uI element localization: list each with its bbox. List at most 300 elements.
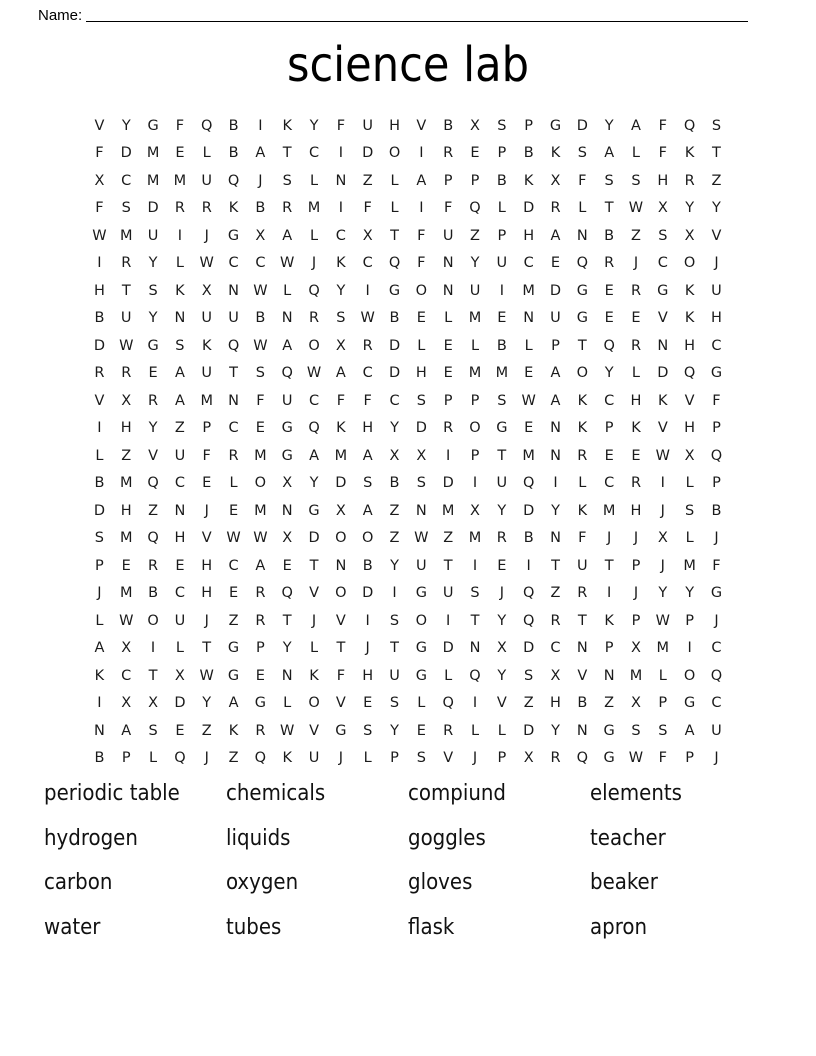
grid-letter[interactable]: L [283, 282, 292, 299]
grid-letter[interactable]: P [497, 227, 507, 244]
grid-letter[interactable]: C [174, 475, 185, 492]
grid-letter[interactable]: N [174, 502, 186, 519]
grid-letter[interactable]: I [687, 640, 692, 657]
grid-letter[interactable]: S [363, 475, 373, 492]
grid-letter[interactable]: L [470, 722, 480, 739]
grid-letter[interactable]: S [497, 392, 507, 409]
grid-letter[interactable]: L [497, 200, 506, 217]
grid-letter[interactable]: S [604, 172, 614, 189]
grid-letter[interactable]: L [524, 337, 533, 354]
grid-letter[interactable]: B [523, 145, 534, 162]
grid-letter[interactable]: B [711, 502, 722, 519]
grid-letter[interactable]: S [255, 365, 265, 382]
grid-letter[interactable]: O [415, 612, 428, 629]
grid-letter[interactable]: Z [201, 722, 212, 739]
grid-letter[interactable]: L [363, 750, 372, 767]
grid-letter[interactable]: M [602, 502, 616, 519]
grid-letter[interactable]: E [604, 447, 614, 464]
grid-letter[interactable]: Q [576, 750, 589, 767]
grid-letter[interactable]: D [93, 502, 105, 519]
grid-letter[interactable]: G [227, 227, 240, 244]
grid-letter[interactable]: O [388, 145, 401, 162]
grid-letter[interactable]: R [577, 447, 588, 464]
grid-letter[interactable]: S [416, 392, 426, 409]
grid-letter[interactable]: M [119, 475, 133, 492]
grid-letter[interactable]: H [362, 667, 374, 684]
grid-letter[interactable]: R [604, 255, 615, 272]
grid-letter[interactable]: X [631, 640, 641, 657]
grid-letter[interactable]: O [335, 585, 347, 602]
grid-letter[interactable]: J [258, 172, 263, 189]
grid-letter[interactable]: Y [309, 475, 319, 492]
grid-letter[interactable]: J [311, 255, 317, 272]
grid-letter[interactable]: Q [710, 447, 723, 464]
grid-letter[interactable]: E [255, 420, 265, 437]
grid-letter[interactable]: Z [604, 695, 615, 712]
grid-letter[interactable]: S [711, 117, 722, 134]
grid-letter[interactable]: B [496, 172, 507, 189]
grid-letter[interactable]: F [578, 172, 587, 189]
grid-letter[interactable]: K [684, 310, 695, 327]
grid-letter[interactable]: G [415, 585, 427, 602]
grid-letter[interactable]: T [551, 557, 560, 574]
word-list-item[interactable]: liquids [226, 825, 291, 851]
grid-letter[interactable]: H [415, 365, 427, 382]
grid-letter[interactable]: F [95, 145, 104, 162]
grid-letter[interactable]: R [684, 172, 695, 189]
grid-letter[interactable]: D [388, 365, 401, 382]
grid-letter[interactable]: E [470, 145, 480, 162]
grid-letter[interactable]: V [657, 420, 668, 437]
grid-letter[interactable]: A [228, 695, 239, 712]
grid-letter[interactable]: E [175, 557, 185, 574]
grid-letter[interactable]: T [577, 337, 587, 354]
grid-letter[interactable]: P [685, 750, 694, 767]
grid-letter[interactable]: Z [470, 227, 480, 244]
grid-letter[interactable]: K [309, 667, 319, 684]
grid-letter[interactable]: E [631, 447, 641, 464]
grid-letter[interactable]: B [362, 557, 373, 574]
grid-letter[interactable]: E [550, 255, 561, 272]
grid-letter[interactable]: U [577, 557, 588, 574]
grid-letter[interactable]: E [443, 337, 453, 354]
grid-letter[interactable]: B [148, 585, 159, 602]
grid-letter[interactable]: R [148, 392, 159, 409]
grid-letter[interactable]: Q [201, 117, 213, 134]
grid-letter[interactable]: W [655, 447, 670, 464]
grid-letter[interactable]: B [523, 530, 534, 547]
grid-letter[interactable]: O [254, 475, 267, 492]
grid-letter[interactable]: C [228, 420, 239, 437]
grid-letter[interactable]: E [175, 145, 185, 162]
grid-letter[interactable]: E [443, 365, 453, 382]
grid-letter[interactable]: Z [389, 530, 400, 547]
grid-letter[interactable]: B [228, 117, 239, 134]
grid-letter[interactable]: M [146, 172, 160, 189]
grid-letter[interactable]: W [253, 337, 268, 354]
grid-letter[interactable]: O [335, 530, 347, 547]
grid-letter[interactable]: V [496, 695, 507, 712]
grid-letter[interactable]: E [416, 722, 426, 739]
grid-letter[interactable]: N [576, 227, 588, 244]
grid-letter[interactable]: D [174, 695, 186, 712]
grid-letter[interactable]: C [657, 255, 668, 272]
grid-letter[interactable]: S [631, 722, 641, 739]
grid-letter[interactable]: K [336, 420, 346, 437]
grid-letter[interactable]: I [177, 227, 183, 244]
grid-letter[interactable]: D [549, 282, 562, 299]
grid-letter[interactable]: K [201, 337, 212, 354]
grid-letter[interactable]: U [201, 310, 213, 327]
grid-letter[interactable]: Q [174, 750, 186, 767]
grid-letter[interactable]: Q [522, 475, 535, 492]
grid-letter[interactable]: M [468, 310, 482, 327]
grid-letter[interactable]: D [415, 420, 427, 437]
grid-letter[interactable]: P [631, 612, 641, 629]
grid-letter[interactable]: Y [470, 255, 480, 272]
grid-letter[interactable]: X [684, 447, 695, 464]
grid-letter[interactable]: A [174, 365, 185, 382]
grid-letter[interactable]: I [607, 585, 612, 602]
grid-letter[interactable]: G [603, 722, 615, 739]
grid-letter[interactable]: B [255, 200, 266, 217]
grid-letter[interactable]: E [148, 365, 158, 382]
grid-letter[interactable]: X [684, 227, 695, 244]
grid-letter[interactable]: R [255, 585, 266, 602]
grid-letter[interactable]: E [363, 695, 373, 712]
grid-letter[interactable]: S [389, 612, 400, 629]
grid-letter[interactable]: K [282, 117, 292, 134]
grid-letter[interactable]: D [362, 585, 374, 602]
grid-letter[interactable]: K [228, 722, 239, 739]
grid-letter[interactable]: X [121, 640, 132, 657]
grid-letter[interactable]: N [603, 667, 615, 684]
grid-letter[interactable]: J [633, 585, 639, 602]
grid-letter[interactable]: H [120, 420, 132, 437]
word-search-grid[interactable] [86, 112, 730, 772]
grid-letter[interactable]: C [389, 392, 400, 409]
grid-letter[interactable]: Y [685, 585, 695, 602]
grid-letter[interactable]: U [228, 310, 239, 327]
grid-letter[interactable]: M [441, 502, 455, 519]
grid-letter[interactable]: L [309, 227, 319, 244]
grid-letter[interactable]: Y [202, 695, 212, 712]
grid-letter[interactable]: V [335, 612, 346, 629]
grid-letter[interactable]: L [417, 695, 426, 712]
grid-letter[interactable]: U [550, 310, 561, 327]
grid-letter[interactable]: J [472, 750, 478, 767]
grid-letter[interactable]: S [577, 145, 587, 162]
grid-letter[interactable]: Y [121, 117, 131, 134]
grid-letter[interactable]: M [200, 392, 213, 409]
grid-letter[interactable]: N [576, 640, 588, 657]
grid-letter[interactable]: H [711, 310, 722, 327]
grid-letter[interactable]: Z [443, 530, 454, 547]
grid-letter[interactable]: F [658, 145, 667, 162]
grid-letter[interactable]: G [415, 667, 427, 684]
grid-letter[interactable]: R [630, 337, 642, 354]
grid-letter[interactable]: D [657, 365, 669, 382]
grid-letter[interactable]: X [335, 502, 346, 519]
grid-letter[interactable]: E [604, 310, 614, 327]
grid-letter[interactable]: G [496, 420, 508, 437]
grid-letter[interactable]: N [469, 640, 481, 657]
grid-letter[interactable]: X [121, 695, 132, 712]
grid-letter[interactable]: W [521, 392, 536, 409]
grid-letter[interactable]: E [202, 475, 212, 492]
grid-letter[interactable]: U [174, 447, 186, 464]
grid-letter[interactable]: I [526, 557, 531, 574]
grid-letter[interactable]: W [414, 530, 429, 547]
grid-letter[interactable]: C [604, 475, 615, 492]
grid-letter[interactable]: D [442, 475, 454, 492]
grid-letter[interactable]: Q [308, 420, 320, 437]
grid-letter[interactable]: N [281, 502, 293, 519]
grid-letter[interactable]: H [684, 337, 696, 354]
grid-letter[interactable]: S [363, 722, 373, 739]
grid-letter[interactable]: Q [683, 365, 696, 382]
grid-letter[interactable]: N [281, 310, 293, 327]
grid-letter[interactable]: C [335, 227, 346, 244]
grid-letter[interactable]: L [390, 200, 399, 217]
grid-letter[interactable]: Y [497, 667, 507, 684]
grid-letter[interactable]: P [497, 145, 507, 162]
grid-letter[interactable]: Y [658, 585, 668, 602]
grid-letter[interactable]: K [684, 282, 695, 299]
grid-letter[interactable]: A [94, 640, 105, 657]
grid-letter[interactable]: H [523, 227, 535, 244]
grid-letter[interactable]: C [711, 695, 722, 712]
grid-letter[interactable]: N [281, 667, 293, 684]
grid-letter[interactable]: G [576, 310, 588, 327]
grid-letter[interactable]: L [390, 172, 399, 189]
grid-letter[interactable]: Q [603, 337, 615, 354]
grid-letter[interactable]: X [121, 392, 132, 409]
grid-letter[interactable]: U [201, 172, 213, 189]
grid-letter[interactable]: A [416, 172, 427, 189]
grid-letter[interactable]: R [94, 365, 105, 382]
grid-letter[interactable]: Y [551, 502, 560, 519]
grid-letter[interactable]: O [683, 255, 696, 272]
grid-letter[interactable]: E [255, 667, 265, 684]
grid-letter[interactable]: Q [254, 750, 267, 767]
grid-letter[interactable]: L [444, 667, 453, 684]
grid-letter[interactable]: Y [551, 722, 560, 739]
word-list-item[interactable]: gloves [408, 870, 473, 895]
grid-letter[interactable]: A [282, 337, 293, 354]
grid-letter[interactable]: J [499, 585, 504, 602]
grid-letter[interactable]: Y [712, 200, 721, 217]
grid-letter[interactable]: G [147, 117, 159, 134]
grid-letter[interactable]: P [470, 172, 480, 189]
grid-letter[interactable]: I [392, 585, 397, 602]
grid-letter[interactable]: D [523, 200, 535, 217]
grid-letter[interactable]: X [362, 227, 373, 244]
grid-letter[interactable]: Y [282, 640, 292, 657]
grid-letter[interactable]: M [683, 557, 696, 574]
grid-letter[interactable]: K [282, 750, 292, 767]
grid-letter[interactable]: L [497, 722, 506, 739]
grid-letter[interactable]: M [522, 447, 535, 464]
grid-letter[interactable]: P [121, 750, 131, 767]
grid-letter[interactable]: Y [685, 200, 695, 217]
grid-letter[interactable]: R [443, 145, 454, 162]
word-list-item[interactable]: goggles [408, 825, 486, 851]
grid-letter[interactable]: G [227, 667, 240, 684]
word-list-item[interactable]: oxygen [226, 870, 299, 895]
grid-letter[interactable]: X [523, 750, 534, 767]
grid-letter[interactable]: Q [442, 695, 454, 712]
grid-letter[interactable]: Q [576, 255, 589, 272]
grid-letter[interactable]: E [524, 365, 534, 382]
grid-letter[interactable]: U [711, 722, 722, 739]
grid-letter[interactable]: M [656, 640, 670, 657]
grid-letter[interactable]: E [631, 310, 641, 327]
grid-letter[interactable]: V [309, 585, 319, 602]
grid-letter[interactable]: E [282, 557, 292, 574]
grid-letter[interactable]: W [199, 667, 214, 684]
grid-letter[interactable]: T [604, 557, 614, 574]
grid-letter[interactable]: H [120, 502, 132, 519]
grid-letter[interactable]: K [684, 145, 695, 162]
grid-letter[interactable]: P [631, 557, 641, 574]
grid-letter[interactable]: F [256, 392, 265, 409]
grid-letter[interactable]: B [94, 750, 105, 767]
grid-letter[interactable]: Q [710, 667, 723, 684]
grid-letter[interactable]: B [255, 310, 266, 327]
grid-letter[interactable]: S [282, 172, 292, 189]
grid-letter[interactable]: V [416, 117, 427, 134]
grid-letter[interactable]: R [550, 200, 561, 217]
grid-letter[interactable]: O [361, 530, 374, 547]
grid-letter[interactable]: R [148, 557, 159, 574]
grid-letter[interactable]: A [255, 145, 266, 162]
grid-letter[interactable]: X [282, 530, 293, 547]
grid-letter[interactable]: P [470, 447, 480, 464]
grid-letter[interactable]: R [443, 722, 454, 739]
grid-letter[interactable]: K [550, 145, 561, 162]
word-list-item[interactable]: apron [590, 914, 647, 940]
word-list-item[interactable]: chemicals [226, 781, 326, 806]
grid-letter[interactable]: J [714, 612, 719, 629]
grid-letter[interactable]: X [550, 172, 561, 189]
grid-letter[interactable]: M [254, 502, 267, 519]
grid-letter[interactable]: M [629, 667, 643, 684]
grid-letter[interactable]: H [201, 585, 213, 602]
grid-letter[interactable]: N [442, 255, 454, 272]
word-list-item[interactable]: tubes [226, 914, 282, 940]
grid-letter[interactable]: W [226, 530, 241, 547]
grid-letter[interactable]: J [311, 612, 317, 629]
grid-letter[interactable]: W [306, 365, 322, 382]
grid-letter[interactable]: E [121, 557, 131, 574]
grid-letter[interactable]: C [711, 640, 722, 657]
grid-letter[interactable]: L [95, 612, 104, 629]
grid-letter[interactable]: K [94, 667, 105, 684]
grid-letter[interactable]: A [121, 722, 132, 739]
grid-letter[interactable]: B [389, 310, 400, 327]
grid-letter[interactable]: R [550, 612, 561, 629]
grid-letter[interactable]: J [204, 227, 209, 244]
grid-letter[interactable]: I [365, 612, 370, 629]
grid-letter[interactable]: W [655, 612, 670, 629]
grid-letter[interactable]: Q [147, 475, 159, 492]
grid-letter[interactable]: U [120, 310, 132, 327]
grid-letter[interactable]: J [204, 750, 209, 767]
grid-letter[interactable]: D [362, 145, 374, 162]
grid-letter[interactable]: D [523, 722, 535, 739]
grid-letter[interactable]: S [121, 200, 131, 217]
grid-letter[interactable]: C [711, 337, 722, 354]
grid-letter[interactable]: N [174, 310, 186, 327]
grid-letter[interactable]: L [283, 695, 292, 712]
grid-letter[interactable]: N [550, 530, 561, 547]
grid-letter[interactable]: Q [147, 530, 159, 547]
grid-letter[interactable]: E [175, 722, 185, 739]
grid-letter[interactable]: G [281, 447, 293, 464]
grid-letter[interactable]: A [550, 392, 561, 409]
grid-letter[interactable]: Q [522, 585, 535, 602]
grid-letter[interactable]: U [147, 227, 159, 244]
grid-letter[interactable]: F [363, 200, 372, 217]
grid-letter[interactable]: S [685, 502, 695, 519]
grid-letter[interactable]: J [660, 502, 665, 519]
grid-letter[interactable]: U [362, 117, 373, 134]
grid-letter[interactable]: K [577, 420, 588, 437]
grid-letter[interactable]: U [442, 585, 454, 602]
grid-letter[interactable]: N [442, 282, 454, 299]
grid-letter[interactable]: M [119, 227, 133, 244]
grid-letter[interactable]: R [255, 612, 266, 629]
grid-letter[interactable]: R [362, 337, 373, 354]
grid-letter[interactable]: P [470, 392, 480, 409]
grid-letter[interactable]: N [415, 502, 427, 519]
grid-letter[interactable]: Y [148, 255, 158, 272]
grid-letter[interactable]: U [496, 255, 508, 272]
word-list-item[interactable]: hydrogen [44, 825, 138, 851]
grid-letter[interactable]: L [578, 200, 587, 217]
grid-letter[interactable]: G [657, 282, 669, 299]
grid-letter[interactable]: F [444, 200, 453, 217]
grid-letter[interactable]: L [578, 475, 587, 492]
grid-letter[interactable]: J [714, 750, 719, 767]
grid-letter[interactable]: Q [281, 585, 293, 602]
grid-letter[interactable]: Q [281, 365, 293, 382]
grid-letter[interactable]: M [334, 447, 348, 464]
grid-letter[interactable]: R [255, 722, 266, 739]
grid-letter[interactable]: J [338, 750, 343, 767]
grid-letter[interactable]: T [336, 640, 346, 657]
grid-letter[interactable]: N [550, 420, 561, 437]
grid-letter[interactable]: A [309, 447, 319, 464]
grid-letter[interactable]: J [633, 255, 639, 272]
grid-letter[interactable]: Y [390, 722, 399, 739]
grid-letter[interactable]: C [362, 255, 373, 272]
grid-letter[interactable]: Z [228, 750, 239, 767]
grid-letter[interactable]: W [280, 722, 295, 739]
grid-letter[interactable]: P [604, 640, 614, 657]
grid-letter[interactable]: W [360, 310, 375, 327]
grid-letter[interactable]: M [119, 585, 133, 602]
grid-letter[interactable]: I [338, 200, 343, 217]
grid-letter[interactable]: C [228, 557, 239, 574]
grid-letter[interactable]: V [657, 310, 668, 327]
grid-letter[interactable]: H [93, 282, 105, 299]
grid-letter[interactable]: B [604, 227, 615, 244]
grid-letter[interactable]: S [524, 667, 534, 684]
grid-letter[interactable]: J [633, 530, 639, 547]
grid-letter[interactable]: Q [683, 117, 696, 134]
